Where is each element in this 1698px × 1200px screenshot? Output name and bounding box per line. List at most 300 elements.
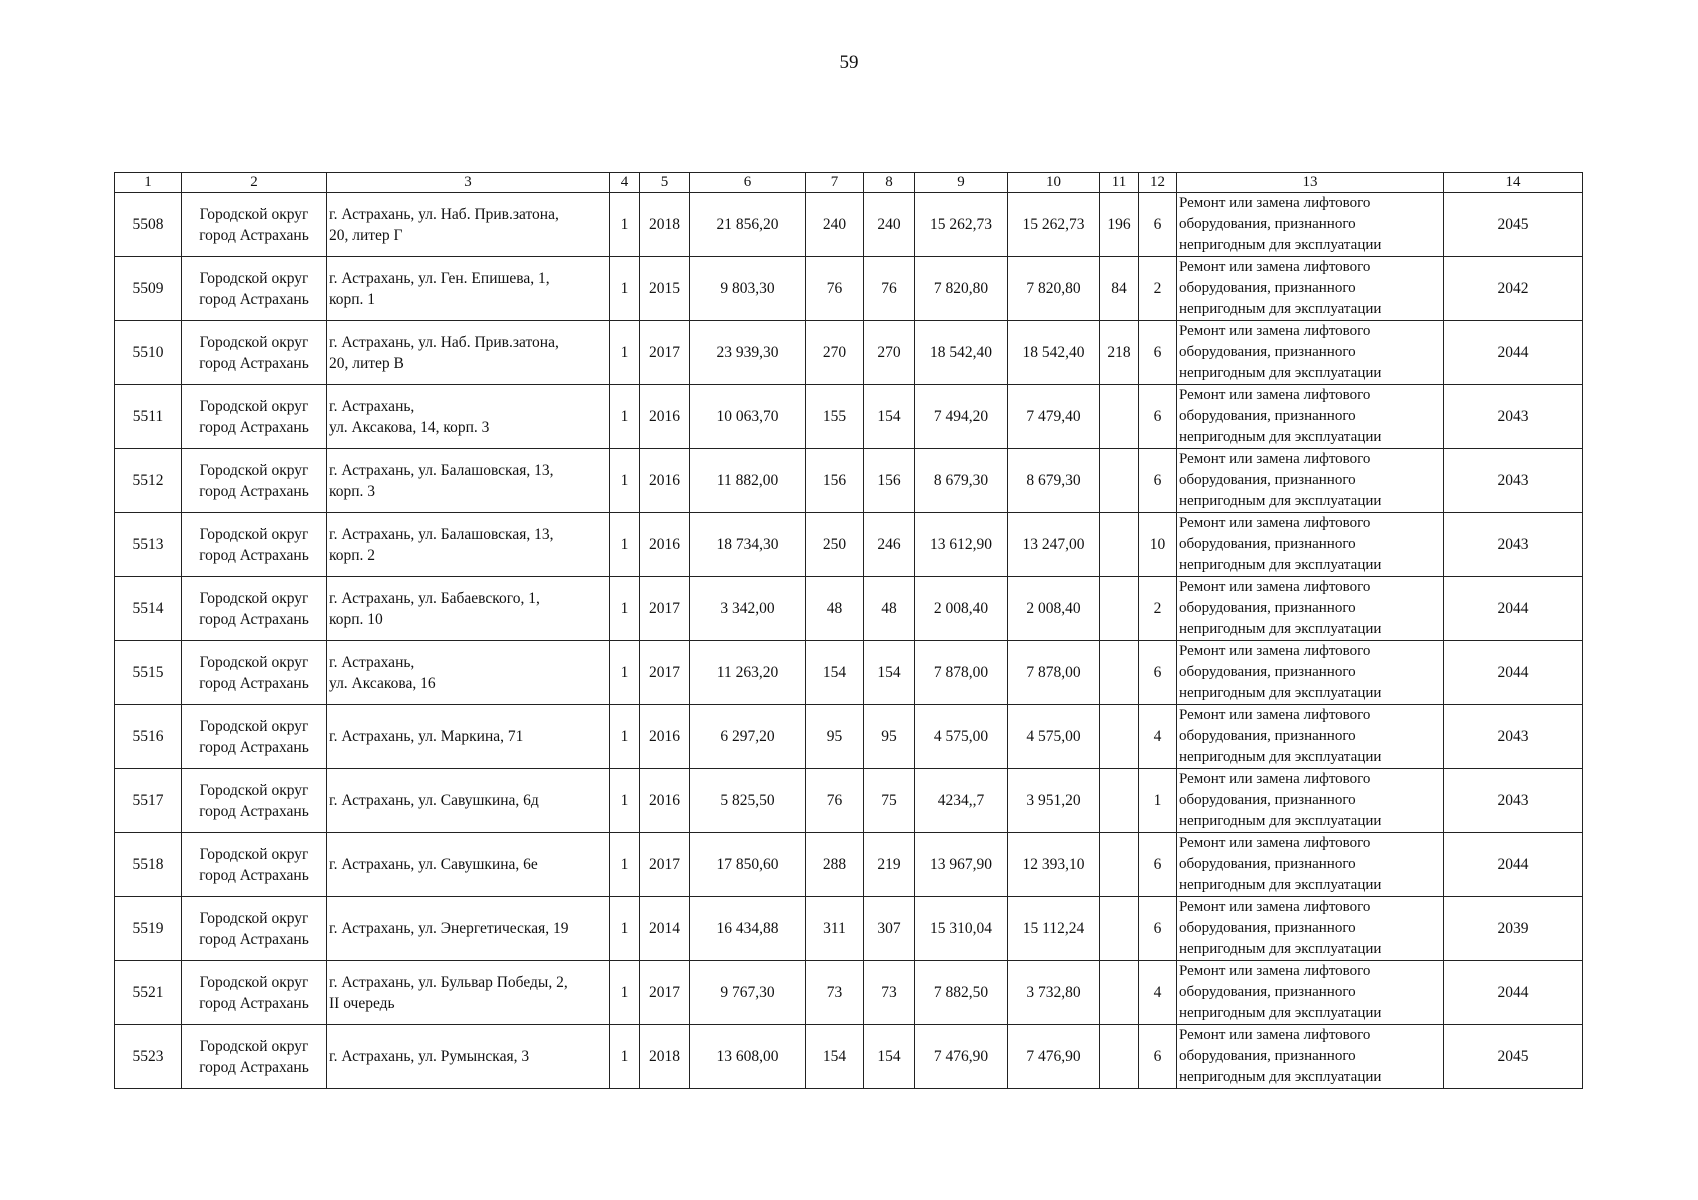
cell-col10: 4 575,00	[1008, 705, 1100, 769]
cell-col9: 15 310,04	[915, 897, 1008, 961]
cell-municipality	[182, 769, 327, 833]
cell-col9: 13 967,90	[915, 833, 1008, 897]
cell-col8: 73	[864, 961, 915, 1025]
cell-col4: 1	[610, 705, 640, 769]
cell-col7: 48	[806, 577, 864, 641]
table-row	[115, 449, 1583, 513]
municipality-line-1: Городской округ	[199, 845, 309, 863]
table-row	[115, 385, 1583, 449]
row-number: 5514	[132, 600, 164, 617]
cell-col10: 13 247,00	[1008, 513, 1100, 577]
cell-col7: 270	[806, 321, 864, 385]
column-header-13: 13	[1177, 173, 1444, 193]
cell-year: 2016	[640, 385, 690, 449]
cell-col11	[1100, 897, 1139, 961]
table-row	[115, 1025, 1583, 1089]
cell-col4: 1	[610, 641, 640, 705]
row-number: 5509	[132, 280, 164, 297]
cell-year: 2015	[640, 257, 690, 321]
cell-address	[327, 961, 610, 1025]
cell-col6: 11 263,20	[690, 641, 806, 705]
column-header-11: 11	[1100, 173, 1139, 193]
cell-col4: 1	[610, 961, 640, 1025]
cell-col11	[1100, 513, 1139, 577]
cell-col9: 4 575,00	[915, 705, 1008, 769]
cell-col6: 23 939,30	[690, 321, 806, 385]
work-line-3: непригодным для эксплуатации	[1179, 237, 1382, 253]
cell-col9: 7 820,80	[915, 257, 1008, 321]
cell-year: 2017	[640, 833, 690, 897]
cell-col12: 6	[1139, 1025, 1177, 1089]
row-number: 5516	[132, 728, 164, 745]
column-header-9: 9	[915, 173, 1008, 193]
table-body	[115, 193, 1583, 1089]
table-row	[115, 961, 1583, 1025]
row-number: 5510	[132, 344, 164, 361]
cell-col4: 1	[610, 257, 640, 321]
cell-col11: 84	[1100, 257, 1139, 321]
cell-col12: 6	[1139, 385, 1177, 449]
municipality-line-1: Городской округ	[199, 205, 309, 223]
work-line-2: оборудования, признанного	[1179, 408, 1356, 424]
address-line-1: г. Астрахань, ул. Савушкина, 6д	[329, 792, 539, 809]
cell-year-planned: 2045	[1444, 1025, 1583, 1089]
cell-work-type	[1177, 257, 1444, 321]
work-line-3: непригодным для эксплуатации	[1179, 557, 1382, 573]
cell-col11	[1100, 961, 1139, 1025]
address-line-2: ул. Аксакова, 14, корп. 3	[329, 418, 490, 436]
cell-year: 2017	[640, 577, 690, 641]
cell-col12: 6	[1139, 449, 1177, 513]
cell-col10: 18 542,40	[1008, 321, 1100, 385]
cell-col11: 196	[1100, 193, 1139, 257]
work-line-2: оборудования, признанного	[1179, 664, 1356, 680]
municipality-line-2: город Астрахань	[199, 354, 309, 372]
cell-work-type	[1177, 705, 1444, 769]
cell-address	[327, 257, 610, 321]
column-header-4: 4	[610, 173, 640, 193]
municipality-line-2: город Астрахань	[199, 226, 309, 244]
municipality-line-1: Городской округ	[199, 397, 309, 415]
cell-col10: 3 732,80	[1008, 961, 1100, 1025]
cell-work-type	[1177, 449, 1444, 513]
work-line-2: оборудования, признанного	[1179, 536, 1356, 552]
work-line-1: Ремонт или замена лифтового	[1179, 835, 1371, 851]
cell-year-planned: 2039	[1444, 897, 1583, 961]
cell-col11	[1100, 449, 1139, 513]
cell-municipality	[182, 321, 327, 385]
row-number: 5517	[132, 792, 164, 809]
cell-year: 2018	[640, 1025, 690, 1089]
cell-address	[327, 193, 610, 257]
cell-col7: 154	[806, 1025, 864, 1089]
cell-col7: 156	[806, 449, 864, 513]
cell-col10: 7 878,00	[1008, 641, 1100, 705]
row-number: 5511	[132, 408, 164, 425]
cell-col12: 10	[1139, 513, 1177, 577]
cell-number	[115, 513, 182, 577]
cell-col7: 76	[806, 769, 864, 833]
cell-col7: 288	[806, 833, 864, 897]
row-number: 5515	[132, 664, 164, 681]
cell-col12: 6	[1139, 321, 1177, 385]
table-row	[115, 641, 1583, 705]
cell-number	[115, 705, 182, 769]
cell-address	[327, 449, 610, 513]
work-line-3: непригодным для эксплуатации	[1179, 941, 1382, 957]
cell-col10: 3 951,20	[1008, 769, 1100, 833]
municipality-line-2: город Астрахань	[199, 802, 309, 820]
cell-col7: 250	[806, 513, 864, 577]
cell-col9: 7 882,50	[915, 961, 1008, 1025]
data-table	[114, 172, 1583, 1089]
table-row	[115, 321, 1583, 385]
cell-col8: 240	[864, 193, 915, 257]
cell-year: 2018	[640, 193, 690, 257]
cell-col6: 3 342,00	[690, 577, 806, 641]
cell-col8: 76	[864, 257, 915, 321]
municipality-line-1: Городской округ	[199, 1037, 309, 1055]
cell-municipality	[182, 449, 327, 513]
work-line-2: оборудования, признанного	[1179, 856, 1356, 872]
cell-year-planned: 2044	[1444, 641, 1583, 705]
cell-col7: 240	[806, 193, 864, 257]
cell-number	[115, 321, 182, 385]
cell-col6: 21 856,20	[690, 193, 806, 257]
cell-year-planned: 2044	[1444, 321, 1583, 385]
cell-work-type	[1177, 193, 1444, 257]
work-line-3: непригодным для эксплуатации	[1179, 1005, 1382, 1021]
cell-col12: 6	[1139, 897, 1177, 961]
cell-year: 2017	[640, 961, 690, 1025]
cell-col9: 7 878,00	[915, 641, 1008, 705]
address-line-1: г. Астрахань, ул. Балашовская, 13,	[329, 461, 554, 479]
work-line-2: оборудования, признанного	[1179, 920, 1356, 936]
municipality-line-2: город Астрахань	[199, 418, 309, 436]
cell-year-planned: 2042	[1444, 257, 1583, 321]
cell-number	[115, 257, 182, 321]
cell-col6: 9 767,30	[690, 961, 806, 1025]
cell-municipality	[182, 385, 327, 449]
address-line-2: корп. 10	[329, 610, 383, 628]
cell-address	[327, 577, 610, 641]
cell-work-type	[1177, 577, 1444, 641]
cell-year-planned: 2044	[1444, 833, 1583, 897]
cell-col10: 12 393,10	[1008, 833, 1100, 897]
address-line-1: г. Астрахань,	[329, 653, 415, 671]
work-line-2: оборудования, признанного	[1179, 728, 1356, 744]
cell-year-planned: 2044	[1444, 577, 1583, 641]
work-line-3: непригодным для эксплуатации	[1179, 621, 1382, 637]
work-line-3: непригодным для эксплуатации	[1179, 877, 1382, 893]
table-row	[115, 257, 1583, 321]
cell-col10: 7 820,80	[1008, 257, 1100, 321]
cell-address	[327, 1025, 610, 1089]
municipality-line-2: город Астрахань	[199, 674, 309, 692]
cell-number	[115, 449, 182, 513]
column-header-2: 2	[182, 173, 327, 193]
table-row	[115, 193, 1583, 257]
cell-col4: 1	[610, 897, 640, 961]
work-line-2: оборудования, признанного	[1179, 344, 1356, 360]
cell-year-planned: 2043	[1444, 385, 1583, 449]
cell-number	[115, 961, 182, 1025]
cell-municipality	[182, 257, 327, 321]
cell-municipality	[182, 513, 327, 577]
work-line-2: оборудования, признанного	[1179, 216, 1356, 232]
cell-work-type	[1177, 897, 1444, 961]
column-header-5: 5	[640, 173, 690, 193]
cell-col8: 154	[864, 1025, 915, 1089]
municipality-line-1: Городской округ	[199, 909, 309, 927]
work-line-1: Ремонт или замена лифтового	[1179, 643, 1371, 659]
address-line-1: г. Астрахань, ул. Савушкина, 6е	[329, 856, 538, 873]
column-header-8: 8	[864, 173, 915, 193]
cell-col12: 6	[1139, 193, 1177, 257]
cell-col6: 17 850,60	[690, 833, 806, 897]
cell-col8: 95	[864, 705, 915, 769]
cell-address	[327, 513, 610, 577]
address-line-1: г. Астрахань, ул. Энергетическая, 19	[329, 920, 569, 937]
cell-col4: 1	[610, 513, 640, 577]
cell-col9: 8 679,30	[915, 449, 1008, 513]
cell-col8: 154	[864, 385, 915, 449]
work-line-1: Ремонт или замена лифтового	[1179, 963, 1371, 979]
cell-work-type	[1177, 1025, 1444, 1089]
cell-municipality	[182, 961, 327, 1025]
address-line-2: II очередь	[329, 994, 395, 1012]
address-line-1: г. Астрахань,	[329, 397, 415, 415]
cell-col4: 1	[610, 769, 640, 833]
cell-municipality	[182, 193, 327, 257]
cell-col8: 75	[864, 769, 915, 833]
cell-municipality	[182, 833, 327, 897]
cell-year-planned: 2045	[1444, 193, 1583, 257]
address-line-2: 20, литер Г	[329, 226, 403, 244]
work-line-1: Ремонт или замена лифтового	[1179, 195, 1371, 211]
cell-col12: 4	[1139, 961, 1177, 1025]
column-header-1: 1	[115, 173, 182, 193]
address-line-1: г. Астрахань, ул. Наб. Прив.затона,	[329, 205, 559, 223]
work-line-3: непригодным для эксплуатации	[1179, 301, 1382, 317]
work-line-3: непригодным для эксплуатации	[1179, 1069, 1382, 1085]
work-line-1: Ремонт или замена лифтового	[1179, 899, 1371, 915]
column-header-3: 3	[327, 173, 610, 193]
work-line-2: оборудования, признанного	[1179, 472, 1356, 488]
cell-work-type	[1177, 513, 1444, 577]
cell-col4: 1	[610, 385, 640, 449]
cell-col4: 1	[610, 1025, 640, 1089]
cell-col4: 1	[610, 193, 640, 257]
cell-work-type	[1177, 385, 1444, 449]
address-line-1: г. Астрахань, ул. Наб. Прив.затона,	[329, 333, 559, 351]
cell-col7: 95	[806, 705, 864, 769]
work-line-2: оборудования, признанного	[1179, 792, 1356, 808]
work-line-1: Ремонт или замена лифтового	[1179, 515, 1371, 531]
cell-col9: 4234,,7	[915, 769, 1008, 833]
cell-work-type	[1177, 641, 1444, 705]
address-line-2: корп. 2	[329, 546, 376, 564]
work-line-1: Ремонт или замена лифтового	[1179, 771, 1371, 787]
cell-col11	[1100, 769, 1139, 833]
municipality-line-2: город Астрахань	[199, 290, 309, 308]
work-line-1: Ремонт или замена лифтового	[1179, 451, 1371, 467]
municipality-line-1: Городской округ	[199, 461, 309, 479]
row-number: 5521	[132, 984, 164, 1001]
cell-number	[115, 769, 182, 833]
address-line-1: г. Астрахань, ул. Маркина, 71	[329, 728, 524, 745]
cell-number	[115, 385, 182, 449]
column-header-10: 10	[1008, 173, 1100, 193]
cell-col10: 7 479,40	[1008, 385, 1100, 449]
address-line-2: корп. 1	[329, 290, 376, 308]
cell-col10: 15 262,73	[1008, 193, 1100, 257]
cell-number	[115, 1025, 182, 1089]
work-line-1: Ремонт или замена лифтового	[1179, 387, 1371, 403]
work-line-3: непригодным для эксплуатации	[1179, 749, 1382, 765]
cell-work-type	[1177, 961, 1444, 1025]
page-number: 59	[839, 52, 859, 73]
cell-year-planned: 2043	[1444, 513, 1583, 577]
cell-work-type	[1177, 833, 1444, 897]
cell-municipality	[182, 705, 327, 769]
cell-col6: 10 063,70	[690, 385, 806, 449]
address-line-2: корп. 3	[329, 482, 376, 500]
cell-work-type	[1177, 321, 1444, 385]
cell-municipality	[182, 1025, 327, 1089]
cell-address	[327, 321, 610, 385]
header-row	[115, 173, 1583, 193]
cell-col9: 2 008,40	[915, 577, 1008, 641]
cell-col6: 9 803,30	[690, 257, 806, 321]
municipality-line-2: город Астрахань	[199, 610, 309, 628]
address-line-2: ул. Аксакова, 16	[329, 674, 436, 692]
cell-col8: 154	[864, 641, 915, 705]
address-line-2: 20, литер В	[329, 354, 404, 372]
row-number: 5512	[132, 472, 164, 489]
cell-number	[115, 193, 182, 257]
cell-col6: 6 297,20	[690, 705, 806, 769]
cell-col12: 4	[1139, 705, 1177, 769]
work-line-3: непригодным для эксплуатации	[1179, 493, 1382, 509]
municipality-line-1: Городской округ	[199, 269, 309, 287]
cell-col8: 156	[864, 449, 915, 513]
cell-year: 2017	[640, 641, 690, 705]
cell-number	[115, 577, 182, 641]
cell-year: 2014	[640, 897, 690, 961]
cell-col7: 311	[806, 897, 864, 961]
cell-year-planned: 2043	[1444, 449, 1583, 513]
cell-col4: 1	[610, 577, 640, 641]
cell-number	[115, 897, 182, 961]
cell-col12: 6	[1139, 833, 1177, 897]
cell-col8: 219	[864, 833, 915, 897]
work-line-1: Ремонт или замена лифтового	[1179, 707, 1371, 723]
row-number: 5523	[132, 1048, 164, 1065]
work-line-3: непригодным для эксплуатации	[1179, 365, 1382, 381]
cell-col6: 11 882,00	[690, 449, 806, 513]
cell-col6: 5 825,50	[690, 769, 806, 833]
table-row	[115, 513, 1583, 577]
cell-col12: 1	[1139, 769, 1177, 833]
municipality-line-2: город Астрахань	[199, 994, 309, 1012]
address-line-1: г. Астрахань, ул. Ген. Епишева, 1,	[329, 269, 550, 287]
cell-col8: 307	[864, 897, 915, 961]
row-number: 5508	[132, 216, 164, 233]
cell-year: 2016	[640, 769, 690, 833]
cell-address	[327, 833, 610, 897]
cell-col8: 48	[864, 577, 915, 641]
cell-address	[327, 769, 610, 833]
address-line-1: г. Астрахань, ул. Бульвар Победы, 2,	[329, 973, 568, 991]
cell-col8: 246	[864, 513, 915, 577]
municipality-line-1: Городской округ	[199, 717, 309, 735]
cell-col7: 73	[806, 961, 864, 1025]
address-line-1: г. Астрахань, ул. Румынская, 3	[329, 1048, 530, 1065]
cell-col12: 2	[1139, 257, 1177, 321]
cell-col12: 2	[1139, 577, 1177, 641]
municipality-line-1: Городской округ	[199, 781, 309, 799]
work-line-2: оборудования, признанного	[1179, 600, 1356, 616]
cell-address	[327, 385, 610, 449]
row-number: 5513	[132, 536, 164, 553]
cell-year: 2016	[640, 449, 690, 513]
cell-year: 2017	[640, 321, 690, 385]
table-row	[115, 897, 1583, 961]
cell-address	[327, 705, 610, 769]
cell-col6: 13 608,00	[690, 1025, 806, 1089]
work-line-1: Ремонт или замена лифтового	[1179, 323, 1371, 339]
cell-col7: 76	[806, 257, 864, 321]
cell-col8: 270	[864, 321, 915, 385]
address-line-1: г. Астрахань, ул. Балашовская, 13,	[329, 525, 554, 543]
cell-col9: 7 494,20	[915, 385, 1008, 449]
row-number: 5518	[132, 856, 164, 873]
cell-municipality	[182, 641, 327, 705]
municipality-line-1: Городской округ	[199, 653, 309, 671]
work-line-2: оборудования, признанного	[1179, 984, 1356, 1000]
row-number: 5519	[132, 920, 164, 937]
cell-address	[327, 641, 610, 705]
cell-col11	[1100, 833, 1139, 897]
cell-year-planned: 2043	[1444, 705, 1583, 769]
cell-work-type	[1177, 769, 1444, 833]
cell-col9: 7 476,90	[915, 1025, 1008, 1089]
cell-year-planned: 2044	[1444, 961, 1583, 1025]
municipality-line-2: город Астрахань	[199, 738, 309, 756]
cell-col11	[1100, 1025, 1139, 1089]
cell-col4: 1	[610, 321, 640, 385]
municipality-line-2: город Астрахань	[199, 866, 309, 884]
cell-col10: 8 679,30	[1008, 449, 1100, 513]
address-line-1: г. Астрахань, ул. Бабаевского, 1,	[329, 589, 540, 607]
cell-col11	[1100, 641, 1139, 705]
cell-col7: 155	[806, 385, 864, 449]
municipality-line-1: Городской округ	[199, 973, 309, 991]
cell-col9: 13 612,90	[915, 513, 1008, 577]
cell-col10: 15 112,24	[1008, 897, 1100, 961]
table-row	[115, 577, 1583, 641]
cell-col10: 2 008,40	[1008, 577, 1100, 641]
cell-col12: 6	[1139, 641, 1177, 705]
cell-col11	[1100, 705, 1139, 769]
cell-address	[327, 897, 610, 961]
work-line-1: Ремонт или замена лифтового	[1179, 579, 1371, 595]
cell-col11: 218	[1100, 321, 1139, 385]
cell-year: 2016	[640, 513, 690, 577]
column-header-7: 7	[806, 173, 864, 193]
municipality-line-2: город Астрахань	[199, 1058, 309, 1076]
